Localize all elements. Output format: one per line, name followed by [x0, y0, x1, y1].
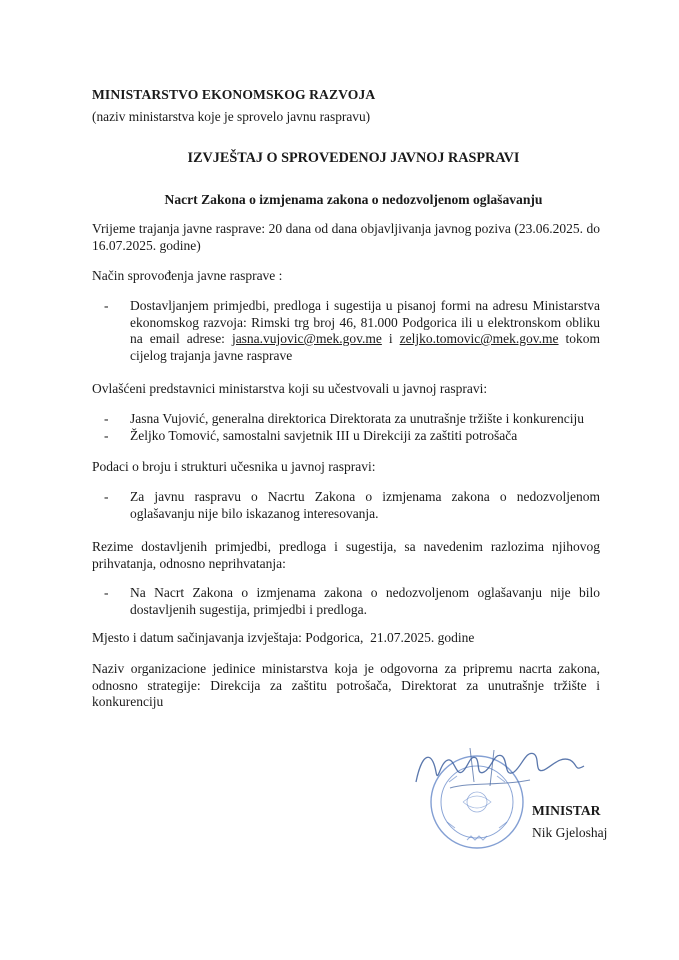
- list-item: [104, 489, 600, 522]
- email-connector: i: [388, 331, 393, 346]
- responsible-unit: Naziv organizacione jedinice ministarstva koja je odgovorna za pripremu nacrta zakona, odnosno strategije: Direkcija za zaštitu potrošača, Direktorat za unutrašnje tržište i konkurenciju: [92, 661, 600, 709]
- place-date: Mjesto i datum sačinjavanja izvještaja: Podgorica, 21.07.2025. godine: [92, 630, 475, 645]
- signature-title: MINISTAR: [532, 803, 601, 818]
- ministry-name: MINISTARSTVO EKONOMSKOG RAZVOJA: [92, 87, 376, 102]
- participants-label: Podaci o broju i strukturi učesnika u javnoj raspravi:: [92, 459, 376, 474]
- method-text-after: tokom cijelog trajanja javne rasprave: [130, 331, 601, 363]
- bullet-dash: -: [104, 298, 109, 313]
- report-title: IZVJEŠTAJ O SPROVEDENOJ JAVNOJ RASPRAVI: [187, 150, 520, 166]
- representatives-label: Ovlašćeni predstavnici ministarstva koji su učestvovali u javnoj raspravi:: [92, 381, 488, 396]
- representatives-list: [104, 411, 600, 444]
- list-item: [104, 411, 600, 428]
- bullet-dash: -: [104, 489, 109, 504]
- bullet-dash: -: [104, 427, 109, 443]
- email-link-jasna[interactable]: jasna.vujovic@mek.gov.me: [231, 331, 382, 346]
- summary-item: Na Nacrt Zakona o izmjenama zakona o nedozvoljenom oglašavanju nije bilo dostavljenih sugestija, primjedbi i predloga.: [130, 585, 600, 617]
- summary-list: [104, 585, 600, 618]
- method-label: Način sprovođenja javne rasprave :: [92, 268, 283, 283]
- representative-1: Jasna Vujović, generalna direktorica Direktorata za unutrašnje tržište i konkurenciju: [130, 411, 585, 426]
- ministry-note: (naziv ministarstva koje je sprovelo javnu raspravu): [92, 109, 371, 124]
- method-text-before: Dostavljanjem primjedbi, predloga i sugestija u pisanoj formi na adresu Ministarstva ekonomskog razvoja: Rimski trg broj 46, 81.000 Podgorica ili u elektronskom obliku na email adrese:: [130, 298, 600, 346]
- bullet-dash: -: [104, 411, 109, 426]
- list-item: [104, 298, 600, 364]
- draft-law-title: Nacrt Zakona o izmjenama zakona o nedozvoljenom oglašavanju: [164, 192, 543, 207]
- participants-list: [104, 489, 600, 522]
- handwritten-signature: [410, 742, 590, 802]
- list-item: [104, 585, 600, 618]
- representative-2: Željko Tomović, samostalni savjetnik III u Direkciji za zaštiti potrošača: [130, 427, 518, 443]
- bullet-dash: -: [104, 585, 109, 600]
- duration-text: Vrijeme trajanja javne rasprave: 20 dana od dana objavljivanja javnog poziva (23.06.2025. do 16.07.2025. godine): [92, 221, 600, 253]
- email-link-zeljko[interactable]: zeljko.tomovic@mek.gov.me: [399, 331, 559, 346]
- method-list: [104, 298, 600, 364]
- summary-label: Rezime dostavljenih primjedbi, predloga i sugestija, sa navedenim razlozima njihovog prihvatanja, odnosno neprihvatanja:: [92, 539, 600, 571]
- list-item: [104, 428, 600, 445]
- participants-item: Za javnu raspravu o Nacrtu Zakona o izmjenama zakona o nedozvoljenom oglašavanju nije bilo iskazanog interesovanja.: [130, 489, 600, 521]
- signatory-name: Nik Gjeloshaj: [532, 825, 608, 840]
